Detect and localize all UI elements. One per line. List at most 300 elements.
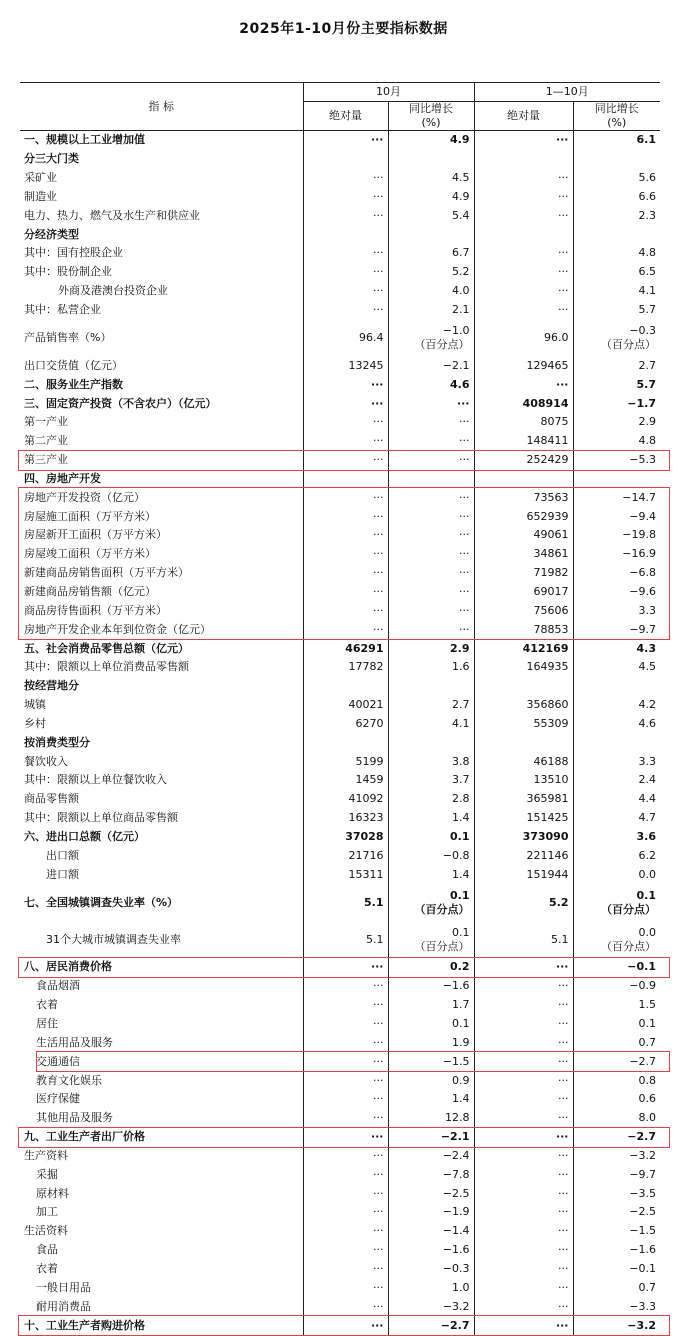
row-label: 制造业 <box>24 189 57 203</box>
ytd-yoy-cell <box>573 225 660 244</box>
row-label: 城镇 <box>24 698 46 712</box>
oct-yoy-cell: ··· <box>388 394 474 413</box>
oct-abs-cell: 6270 <box>303 714 388 733</box>
table-row <box>20 1297 660 1316</box>
table-row <box>20 375 660 394</box>
oct-abs-cell: ··· <box>303 1015 388 1034</box>
ytd-abs-cell: ··· <box>474 1241 573 1260</box>
oct-abs-cell: ··· <box>303 1109 388 1128</box>
row-label: 房地产开发企业本年到位资金（亿元） <box>24 622 211 636</box>
oct-abs-cell: ··· <box>303 1071 388 1090</box>
ytd-abs-cell: 365981 <box>474 790 573 809</box>
oct-yoy-cell: −2.5 <box>388 1184 474 1203</box>
table-row <box>20 1147 660 1166</box>
row-label: 一般日用品 <box>36 1280 91 1294</box>
unit-note: （百分点） <box>601 902 656 916</box>
ytd-abs-cell: ··· <box>474 1109 573 1128</box>
table-row <box>20 1203 660 1222</box>
oct-yoy-cell: −1.6 <box>388 1241 474 1260</box>
table-row <box>20 1184 660 1203</box>
ytd-abs-cell: 356860 <box>474 696 573 715</box>
table-row <box>20 921 660 958</box>
oct-yoy-cell: 4.6 <box>388 375 474 394</box>
table-row <box>20 977 660 996</box>
oct-abs-cell <box>303 470 388 489</box>
table-row <box>20 639 660 658</box>
row-label: 五、社会消费品零售总额（亿元） <box>24 641 189 655</box>
ytd-yoy-cell: 5.7 <box>573 301 660 320</box>
oct-yoy-cell: ··· <box>388 564 474 583</box>
row-label: 其中：私营企业 <box>24 303 101 317</box>
ytd-abs-cell: ··· <box>474 1278 573 1297</box>
oct-yoy-cell: 5.2 <box>388 263 474 282</box>
table-row <box>20 564 660 583</box>
page-title: 2025年1-10月份主要指标数据 <box>239 21 448 37</box>
oct-yoy-cell: 4.5 <box>388 169 474 188</box>
row-label: 电力、热力、燃气及水生产和供应业 <box>24 208 200 222</box>
oct-yoy-cell: −0.8 <box>388 846 474 865</box>
ytd-yoy-cell: 4.6 <box>573 714 660 733</box>
oct-abs-cell: ··· <box>303 977 388 996</box>
oct-yoy-cell: ··· <box>388 507 474 526</box>
ytd-yoy-cell: 4.5 <box>573 658 660 677</box>
ytd-abs-cell: 408914 <box>474 394 573 413</box>
ytd-yoy-cell <box>573 470 660 489</box>
table-row <box>20 1128 660 1147</box>
ytd-abs-cell: ··· <box>474 282 573 301</box>
ytd-abs-cell: ··· <box>474 131 573 150</box>
ytd-yoy-cell: 0.0 <box>573 865 660 884</box>
oct-abs-cell: ··· <box>303 1222 388 1241</box>
table-row <box>20 545 660 564</box>
oct-abs-cell: 21716 <box>303 846 388 865</box>
ytd-yoy-header: 同比增长 (%) <box>573 102 660 131</box>
oct-yoy-cell: −2.1 <box>388 356 474 375</box>
table-row <box>20 244 660 263</box>
ytd-yoy-cell: 4.7 <box>573 809 660 828</box>
ytd-yoy-cell: 2.4 <box>573 771 660 790</box>
oct-yoy-cell <box>388 733 474 752</box>
table-row <box>20 1316 660 1335</box>
ytd-yoy-cell <box>573 150 660 169</box>
oct-abs-cell: ··· <box>303 583 388 602</box>
row-label: 31个大城市城镇调查失业率 <box>46 932 181 946</box>
oct-abs-cell: ··· <box>303 394 388 413</box>
table-row <box>20 771 660 790</box>
oct-yoy-cell: ··· <box>388 432 474 451</box>
ytd-abs-cell: ··· <box>474 996 573 1015</box>
row-label: 第一产业 <box>24 415 68 429</box>
ytd-abs-cell: ··· <box>474 1052 573 1071</box>
table-row <box>20 301 660 320</box>
oct-yoy-cell: ··· <box>388 526 474 545</box>
oct-yoy-cell: 2.7 <box>388 696 474 715</box>
oct-abs-cell: 16323 <box>303 809 388 828</box>
oct-yoy-cell: 1.4 <box>388 865 474 884</box>
ytd-yoy-cell: 1.5 <box>573 996 660 1015</box>
ytd-yoy-cell: −3.5 <box>573 1184 660 1203</box>
row-label: 医疗保健 <box>36 1092 80 1106</box>
oct-yoy-cell: 0.1 <box>388 828 474 847</box>
oct-abs-cell: ··· <box>303 958 388 977</box>
ytd-abs-cell: ··· <box>474 1316 573 1335</box>
unit-note: （百分点） <box>601 939 656 953</box>
row-label: 交通通信 <box>36 1054 80 1068</box>
ytd-abs-cell: ··· <box>474 1165 573 1184</box>
oct-yoy-cell: 0.1 （百分点） <box>388 921 474 958</box>
row-label: 七、全国城镇调查失业率（%） <box>24 895 179 909</box>
ytd-abs-cell: ··· <box>474 1184 573 1203</box>
oct-yoy-cell: −2.7 <box>388 1316 474 1335</box>
ytd-yoy-cell: −9.7 <box>573 620 660 639</box>
oct-abs-cell: 17782 <box>303 658 388 677</box>
row-label: 出口额 <box>46 848 79 862</box>
oct-yoy-cell: ··· <box>388 488 474 507</box>
ytd-abs-cell: 412169 <box>474 639 573 658</box>
ytd-yoy-cell: 2.7 <box>573 356 660 375</box>
ytd-yoy-cell: −0.1 <box>573 1260 660 1279</box>
ytd-yoy-cell: −5.3 <box>573 451 660 470</box>
ytd-yoy-cell <box>573 677 660 696</box>
oct-yoy-cell: 1.9 <box>388 1033 474 1052</box>
table-row <box>20 206 660 225</box>
oct-abs-cell: ··· <box>303 564 388 583</box>
table-row <box>20 1052 660 1071</box>
ytd-abs-cell: 55309 <box>474 714 573 733</box>
oct-yoy-cell: −3.2 <box>388 1297 474 1316</box>
row-label: 八、居民消费价格 <box>24 960 112 974</box>
oct-abs-cell: ··· <box>303 169 388 188</box>
oct-abs-cell: ··· <box>303 1241 388 1260</box>
ytd-abs-header: 绝对量 <box>474 102 573 131</box>
oct-yoy-cell <box>388 225 474 244</box>
ytd-yoy-cell: 0.7 <box>573 1278 660 1297</box>
oct-abs-cell: 40021 <box>303 696 388 715</box>
oct-yoy-header: 同比增长 (%) <box>388 102 474 131</box>
ytd-yoy-cell: −1.6 <box>573 1241 660 1260</box>
ytd-abs-cell: 73563 <box>474 488 573 507</box>
row-label: 其他用品及服务 <box>36 1111 113 1125</box>
oct-yoy-cell: 1.6 <box>388 658 474 677</box>
oct-abs-cell: ··· <box>303 996 388 1015</box>
ytd-yoy-cell: −9.7 <box>573 1165 660 1184</box>
oct-abs-cell: ··· <box>303 131 388 150</box>
oct-yoy-cell: 4.9 <box>388 131 474 150</box>
row-label: 衣着 <box>36 1261 58 1275</box>
oct-yoy-cell: 5.4 <box>388 206 474 225</box>
oct-abs-cell: ··· <box>303 1260 388 1279</box>
ytd-yoy-cell: −0.9 <box>573 977 660 996</box>
ytd-abs-cell: 373090 <box>474 828 573 847</box>
unit-note: （百分点） <box>601 337 656 351</box>
oct-yoy-cell <box>388 470 474 489</box>
row-label: 食品烟酒 <box>36 979 80 993</box>
ytd-abs-cell: 46188 <box>474 752 573 771</box>
ytd-yoy-cell: 6.1 <box>573 131 660 150</box>
oct-yoy-cell: −1.6 <box>388 977 474 996</box>
oct-yoy-cell: 0.2 <box>388 958 474 977</box>
oct-yoy-cell <box>388 677 474 696</box>
table-row <box>20 601 660 620</box>
row-label: 生活用品及服务 <box>36 1035 113 1049</box>
ytd-yoy-cell: 0.7 <box>573 1033 660 1052</box>
oct-yoy-cell: 1.0 <box>388 1278 474 1297</box>
oct-abs-cell: ··· <box>303 1147 388 1166</box>
oct-abs-cell: ··· <box>303 488 388 507</box>
oct-yoy-cell: 4.1 <box>388 714 474 733</box>
table-row <box>20 1260 660 1279</box>
ytd-abs-cell: ··· <box>474 169 573 188</box>
oct-abs-cell: ··· <box>303 1128 388 1147</box>
table-row <box>20 1090 660 1109</box>
row-label: 采掘 <box>36 1167 58 1181</box>
row-label: 食品 <box>36 1243 58 1257</box>
row-label: 一、规模以上工业增加值 <box>24 133 145 147</box>
oct-yoy-cell: 2.9 <box>388 639 474 658</box>
ytd-yoy-cell: 0.1 <box>573 1015 660 1034</box>
ytd-abs-cell: 75606 <box>474 601 573 620</box>
table-row <box>20 884 660 921</box>
ytd-yoy-cell: 6.5 <box>573 263 660 282</box>
ytd-abs-cell: 252429 <box>474 451 573 470</box>
row-label: 房屋施工面积（万平方米） <box>24 509 156 523</box>
ytd-abs-cell: 69017 <box>474 583 573 602</box>
row-label: 衣着 <box>36 998 58 1012</box>
table-row <box>20 583 660 602</box>
row-label: 十、工业生产者购进价格 <box>24 1318 145 1332</box>
row-label: 按消费类型分 <box>24 735 90 749</box>
table-row <box>20 488 660 507</box>
ytd-abs-cell: 71982 <box>474 564 573 583</box>
table-row <box>20 828 660 847</box>
table-row <box>20 677 660 696</box>
oct-yoy-cell: 6.7 <box>388 244 474 263</box>
table-row <box>20 507 660 526</box>
ytd-abs-cell: 151425 <box>474 809 573 828</box>
oct-abs-header: 绝对量 <box>303 102 388 131</box>
unit-note: （百分点） <box>414 902 470 916</box>
row-label: 外商及港澳台投资企业 <box>58 284 168 298</box>
ytd-abs-cell: ··· <box>474 1222 573 1241</box>
oct-yoy-cell: ··· <box>388 620 474 639</box>
oct-yoy-cell: 2.1 <box>388 301 474 320</box>
ytd-abs-cell: 129465 <box>474 356 573 375</box>
table-row <box>20 1278 660 1297</box>
ytd-yoy-cell <box>573 733 660 752</box>
oct-yoy-cell: −1.4 <box>388 1222 474 1241</box>
oct-abs-cell: ··· <box>303 620 388 639</box>
ytd-abs-cell: ··· <box>474 1203 573 1222</box>
ytd-abs-cell: 164935 <box>474 658 573 677</box>
table-row <box>20 263 660 282</box>
oct-yoy-cell: −7.8 <box>388 1165 474 1184</box>
ytd-yoy-cell: −19.8 <box>573 526 660 545</box>
row-label: 教育文化娱乐 <box>36 1073 102 1087</box>
oct-abs-cell: ··· <box>303 526 388 545</box>
ytd-abs-cell: 96.0 <box>474 319 573 356</box>
oct-abs-cell: ··· <box>303 507 388 526</box>
row-label: 四、房地产开发 <box>24 471 101 485</box>
oct-abs-cell: ··· <box>303 1203 388 1222</box>
oct-abs-cell <box>303 733 388 752</box>
ytd-abs-cell: 151944 <box>474 865 573 884</box>
oct-abs-cell: ··· <box>303 1297 388 1316</box>
row-label: 分三大门类 <box>24 152 79 166</box>
oct-abs-cell: ··· <box>303 545 388 564</box>
ytd-yoy-cell: 0.6 <box>573 1090 660 1109</box>
ytd-abs-cell: ··· <box>474 1297 573 1316</box>
table-row <box>20 131 660 150</box>
ytd-abs-cell: ··· <box>474 1128 573 1147</box>
ytd-yoy-cell: 4.4 <box>573 790 660 809</box>
ytd-yoy-cell: 2.3 <box>573 206 660 225</box>
row-label: 九、工业生产者出厂价格 <box>24 1130 145 1144</box>
ytd-abs-cell: ··· <box>474 958 573 977</box>
ytd-abs-cell: 8075 <box>474 413 573 432</box>
table-row <box>20 1241 660 1260</box>
indicator-table <box>20 82 660 1335</box>
oct-yoy-cell: 12.8 <box>388 1109 474 1128</box>
row-label: 生产资料 <box>24 1148 68 1162</box>
table-row <box>20 1015 660 1034</box>
oct-abs-cell: 15311 <box>303 865 388 884</box>
indicator-header: 指 标 <box>20 83 303 131</box>
oct-yoy-cell: 1.7 <box>388 996 474 1015</box>
ytd-abs-cell: ··· <box>474 1090 573 1109</box>
table-row <box>20 432 660 451</box>
ytd-abs-cell: 34861 <box>474 545 573 564</box>
oct-abs-cell: ··· <box>303 413 388 432</box>
table-row <box>20 470 660 489</box>
row-label: 原材料 <box>36 1186 69 1200</box>
oct-yoy-cell: 0.9 <box>388 1071 474 1090</box>
oct-abs-cell: ··· <box>303 188 388 207</box>
ytd-abs-cell: ··· <box>474 263 573 282</box>
ytd-abs-cell: 652939 <box>474 507 573 526</box>
ytd-abs-cell <box>474 677 573 696</box>
table-row <box>20 188 660 207</box>
row-label: 房屋竣工面积（万平方米） <box>24 547 156 561</box>
row-label: 出口交货值（亿元） <box>24 358 123 372</box>
row-label: 进口额 <box>46 867 79 881</box>
table-row <box>20 413 660 432</box>
row-label: 其中：限额以上单位商品零售额 <box>24 811 178 825</box>
oct-abs-cell: ··· <box>303 1184 388 1203</box>
oct-yoy-cell: 1.4 <box>388 1090 474 1109</box>
oct-abs-cell <box>303 150 388 169</box>
row-label: 居住 <box>36 1017 58 1031</box>
oct-abs-cell: 1459 <box>303 771 388 790</box>
oct-yoy-cell: −1.0 （百分点） <box>388 319 474 356</box>
ytd-abs-cell: ··· <box>474 1260 573 1279</box>
table-row <box>20 865 660 884</box>
table-row <box>20 1071 660 1090</box>
ytd-abs-cell: 148411 <box>474 432 573 451</box>
row-label: 第二产业 <box>24 434 68 448</box>
row-label: 房地产开发投资（亿元） <box>24 490 145 504</box>
oct-yoy-cell <box>388 150 474 169</box>
ytd-abs-cell <box>474 470 573 489</box>
ytd-yoy-cell: −2.7 <box>573 1128 660 1147</box>
oct-yoy-cell: −0.3 <box>388 1260 474 1279</box>
oct-abs-cell: 41092 <box>303 790 388 809</box>
ytd-abs-cell: 13510 <box>474 771 573 790</box>
ytd-abs-cell: ··· <box>474 375 573 394</box>
row-label: 商品房待售面积（万平方米） <box>24 603 167 617</box>
table-row <box>20 1222 660 1241</box>
oct-abs-cell: 13245 <box>303 356 388 375</box>
oct-yoy-cell: ··· <box>388 545 474 564</box>
ytd-abs-cell: ··· <box>474 1071 573 1090</box>
row-label: 分经济类型 <box>24 227 79 241</box>
oct-abs-cell: ··· <box>303 451 388 470</box>
ytd-yoy-cell: 3.6 <box>573 828 660 847</box>
oct-yoy-cell: ··· <box>388 413 474 432</box>
ytd-abs-cell: ··· <box>474 977 573 996</box>
oct-abs-cell: ··· <box>303 601 388 620</box>
oct-abs-cell: 37028 <box>303 828 388 847</box>
ytd-yoy-cell: −2.7 <box>573 1052 660 1071</box>
oct-abs-cell: ··· <box>303 301 388 320</box>
ytd-abs-cell: ··· <box>474 206 573 225</box>
oct-abs-cell: ··· <box>303 206 388 225</box>
ytd-yoy-cell: 0.8 <box>573 1071 660 1090</box>
ytd-abs-cell: ··· <box>474 301 573 320</box>
row-label: 加工 <box>36 1205 58 1219</box>
row-label: 生活资料 <box>24 1224 68 1238</box>
row-label: 按经营地分 <box>24 679 79 693</box>
ytd-yoy-cell: 4.2 <box>573 696 660 715</box>
row-label: 其中：限额以上单位餐饮收入 <box>24 773 167 787</box>
oct-abs-cell: ··· <box>303 432 388 451</box>
row-label: 产品销售率（%） <box>24 330 112 344</box>
table-row <box>20 1033 660 1052</box>
ytd-yoy-cell: 5.7 <box>573 375 660 394</box>
oct-yoy-cell: 3.7 <box>388 771 474 790</box>
row-label: 耐用消费品 <box>36 1299 91 1313</box>
oct-yoy-cell: 2.8 <box>388 790 474 809</box>
table-row <box>20 225 660 244</box>
ytd-yoy-cell: 8.0 <box>573 1109 660 1128</box>
row-label: 商品零售额 <box>24 792 79 806</box>
ytd-abs-cell: 5.1 <box>474 921 573 958</box>
ytd-yoy-cell: 6.6 <box>573 188 660 207</box>
ytd-yoy-cell: 5.6 <box>573 169 660 188</box>
ytd-yoy-cell: −16.9 <box>573 545 660 564</box>
ytd-yoy-cell: 0.1 （百分点） <box>573 884 660 921</box>
ytd-yoy-cell: −3.2 <box>573 1316 660 1335</box>
ytd-yoy-cell: 2.9 <box>573 413 660 432</box>
table-row <box>20 958 660 977</box>
table-row <box>20 451 660 470</box>
oct-abs-cell: ··· <box>303 375 388 394</box>
oct-abs-cell: ··· <box>303 1033 388 1052</box>
oct-abs-cell: 5.1 <box>303 884 388 921</box>
ytd-yoy-cell: 6.2 <box>573 846 660 865</box>
ytd-yoy-cell: −2.5 <box>573 1203 660 1222</box>
ytd-abs-cell: ··· <box>474 244 573 263</box>
ytd-abs-cell: 5.2 <box>474 884 573 921</box>
oct-yoy-cell: 0.1 <box>388 1015 474 1034</box>
ytd-yoy-cell: −3.2 <box>573 1147 660 1166</box>
table-row <box>20 696 660 715</box>
ytd-abs-cell <box>474 225 573 244</box>
row-label: 其中：股份制企业 <box>24 265 112 279</box>
ytd-yoy-cell: −0.1 <box>573 958 660 977</box>
ytd-yoy-cell: 4.3 <box>573 639 660 658</box>
oct-yoy-cell: ··· <box>388 583 474 602</box>
table-row <box>20 996 660 1015</box>
